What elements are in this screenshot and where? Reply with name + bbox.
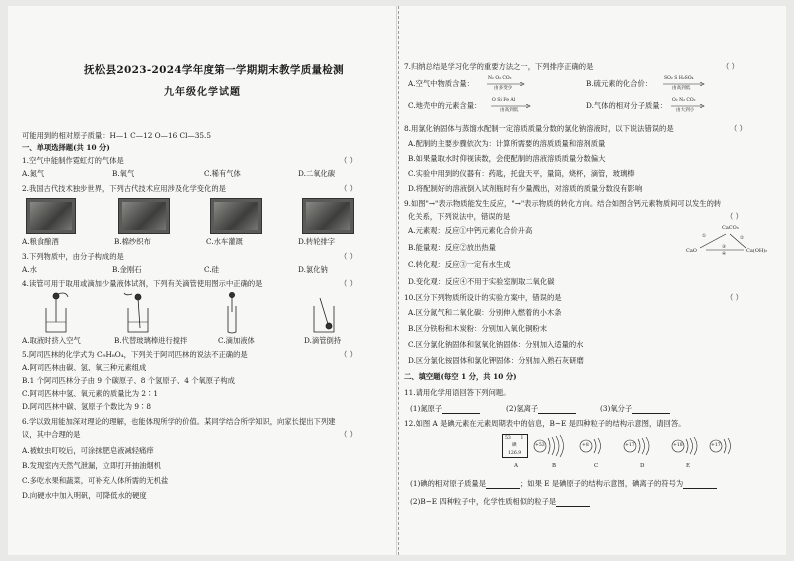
q1-option-b: B.氧气 bbox=[112, 169, 135, 178]
q7-option-a-top: N₂ O₂ CO₂ bbox=[488, 76, 512, 81]
iodine-atomic-mass: 126.9 bbox=[508, 451, 522, 456]
q2-option-c: C.水车灌溉 bbox=[206, 237, 243, 246]
q8-stem: 8.用氯化钠固体与蒸馏水配制一定溶质质量分数的氯化钠溶液时，以下说法错误的是 bbox=[404, 124, 674, 133]
dropper-figure-b bbox=[124, 293, 148, 332]
q6-answer-paren[interactable]: （ ） bbox=[340, 430, 357, 439]
q11-blank-2[interactable] bbox=[538, 407, 576, 414]
q9-label-4: ④ bbox=[722, 252, 727, 257]
q11-stem: 11.请用化学用语回答下列问题。 bbox=[404, 388, 511, 397]
q7-option-c-label: C.地壳中的元素含量： bbox=[408, 101, 482, 110]
figure-label-e: E bbox=[686, 463, 691, 469]
q3-option-b: B.金刚石 bbox=[112, 265, 142, 274]
page-fold bbox=[396, 6, 397, 555]
atomic-masses: 可能用到的相对原子质量：H—1 C—12 O—16 Cl—35.5 bbox=[22, 131, 212, 140]
q8-option-a: A.配制的主要步骤依次为：计算所需要的溶质质量和溶剂质量 bbox=[408, 139, 606, 148]
q4-option-d: D.滴管倒持 bbox=[304, 336, 342, 345]
q3-option-c: C.硅 bbox=[204, 265, 219, 274]
q7-option-a-label: A.空气中物质含量： bbox=[408, 79, 474, 88]
q3-option-d: D.氯化钠 bbox=[298, 265, 328, 274]
photo-brewing bbox=[118, 198, 170, 234]
nucleus-b: +53 bbox=[535, 443, 545, 448]
q5-option-d: D.阿司匹林中碳、氢原子个数比为 9∶8 bbox=[22, 402, 151, 411]
q12-part-1: (1)碘的相对原子质量是 ；如果 E 是碘原子的结构示意图，碘离子的符号为 bbox=[410, 479, 717, 489]
q1-option-a: A.氮气 bbox=[22, 169, 45, 178]
dropper-figure-d bbox=[314, 298, 334, 332]
q1-stem: 1.空气中能制作霓虹灯的气体是 bbox=[22, 156, 124, 165]
q2-option-d: D.转轮排字 bbox=[298, 237, 336, 246]
nucleus-e: +18 bbox=[673, 443, 683, 448]
q6-stem-line2: 议，其中合理的是 bbox=[22, 430, 81, 439]
q6-option-b: B.发现室内天然气泄漏，立即打开抽油烟机 bbox=[22, 461, 162, 470]
q4-answer-paren[interactable]: （ ） bbox=[340, 279, 357, 288]
q6-option-c: C.多吃水果和蔬菜，可补充人体所需的无机盐 bbox=[22, 476, 169, 485]
q9-label-3: ③ bbox=[722, 245, 727, 250]
q6-stem-line1: 6.学以致用能加深对理论的理解，也能体现所学的价值。某同学结合所学知识，向家长提出下列建 bbox=[22, 417, 336, 426]
q12-part-2: (2)B~E 四种粒子中，化学性质相似的粒子是 bbox=[410, 497, 590, 507]
q9-option-d: D.变化观：反应④不用于实验室制取二氧化碳 bbox=[408, 277, 555, 286]
column-divider bbox=[398, 6, 399, 555]
q4-stem: 4.读管可用于取用或滴加少量液体试剂，下列有关滴管使用图示中正确的是 bbox=[22, 279, 263, 288]
q9-option-b: B.能量观：反应②放出热量 bbox=[408, 243, 496, 252]
photo-typesetting bbox=[302, 198, 354, 234]
q2-option-b: B.棉纱织布 bbox=[114, 237, 151, 246]
q11-blank-3[interactable] bbox=[632, 407, 670, 414]
figure-label-d: D bbox=[640, 463, 645, 469]
nucleus-d: +17 bbox=[625, 443, 635, 448]
q9-node-cao: CaO bbox=[686, 248, 697, 254]
q11-part-2: (2)氢离子 bbox=[506, 404, 576, 414]
q1-option-c: C.稀有气体 bbox=[204, 169, 241, 178]
iodine-atomic-number: 53 bbox=[505, 436, 511, 441]
q12-blank-1[interactable] bbox=[486, 482, 520, 489]
exam-title: 抚松县2023-2024学年度第一学期期末教学质量检测 bbox=[84, 64, 344, 76]
photo-waterwheel bbox=[210, 198, 262, 234]
q5-option-c: C.阿司匹林中氢、氧元素的质量比为 2∶1 bbox=[22, 389, 158, 398]
q11-part-1: (1)氮原子 bbox=[410, 404, 480, 414]
q5-answer-paren[interactable]: （ ） bbox=[340, 350, 357, 359]
q10-option-d: D.区分氯化铵固体和氯化钾固体：分别加入熟石灰研磨 bbox=[408, 356, 584, 365]
q7-stem: 7.归纳总结是学习化学的重要方法之一，下列排序正确的是 bbox=[404, 62, 594, 71]
q9-option-a: A.元素观：反应①中钙元素化合价升高 bbox=[408, 226, 533, 235]
q5-stem: 5.阿司匹林的化学式为 C₉H₈O₄，下列关于阿司匹林的说法不正确的是 bbox=[22, 350, 248, 359]
section-2-heading: 二、填空题(每空 1 分，共 10 分) bbox=[404, 372, 517, 381]
q11-blank-1[interactable] bbox=[442, 407, 480, 414]
q9-stem-line1: 9.如图"→"表示物质能发生反应，"→"表示物质的转化方向。结合如图含钙元素物质间可以发生的转 bbox=[404, 199, 722, 208]
q4-option-c: C.滴加液体 bbox=[218, 336, 255, 345]
figure-label-b: B bbox=[552, 463, 557, 469]
iodine-symbol: I bbox=[521, 436, 523, 441]
q5-option-a: A.阿司匹林由碳、氢、氧三种元素组成 bbox=[22, 363, 147, 372]
q7-option-d-bottom: 由大到小 bbox=[676, 108, 695, 113]
q7-answer-paren[interactable]: （ ） bbox=[722, 62, 739, 71]
right-column bbox=[404, 6, 776, 555]
q9-stem-line2: 化关系，下列说法中，错误的是 bbox=[408, 212, 511, 221]
q6-option-a: A.被蚊虫叮咬后，可涂抹肥皂液减轻痛痒 bbox=[22, 446, 154, 455]
q9-answer-paren[interactable]: （ ） bbox=[726, 212, 743, 221]
q10-stem: 10.区分下列物质所设计的实验方案中，错误的是 bbox=[404, 293, 562, 302]
q1-option-d: D.二氧化碳 bbox=[298, 169, 336, 178]
q3-option-a: A.水 bbox=[22, 265, 37, 274]
q7-option-d-top: O₂ N₂ CO₂ bbox=[672, 98, 696, 103]
q9-option-c: C.转化观：反应③一定有水生成 bbox=[408, 260, 511, 269]
figure-label-c: C bbox=[594, 463, 599, 469]
q7-option-c-top: O Si Fe Al bbox=[492, 98, 516, 103]
q7-option-b-top: SO₂ S H₂SO₄ bbox=[664, 76, 694, 81]
q10-option-a: A.区分氮气和二氧化碳：分别伸入燃着的小木条 bbox=[408, 308, 562, 317]
dropper-figure-a bbox=[46, 293, 68, 332]
q3-answer-paren[interactable]: （ ） bbox=[340, 252, 357, 261]
photo-spinning bbox=[26, 198, 76, 234]
exam-sheet bbox=[8, 6, 786, 555]
q7-option-d-label: D.气体的相对分子质量： bbox=[586, 101, 667, 110]
q2-stem: 2.我国古代技术独步世界，下列古代技术应用涉及化学变化的是 bbox=[22, 184, 226, 193]
q7-option-b-label: B.硫元素的化合价： bbox=[586, 79, 653, 88]
figure-label-a: A bbox=[514, 463, 518, 469]
iodine-name: 碘 bbox=[512, 443, 517, 448]
q7-option-a-bottom: 由多变少 bbox=[494, 86, 513, 91]
dropper-figure-c bbox=[228, 292, 236, 333]
q9-label-1: ① bbox=[702, 234, 707, 239]
q5-option-b: B.1 个阿司匹林分子由 9 个碳原子、8 个氢原子、4 个氧原子构成 bbox=[22, 376, 235, 385]
section-1-heading: 一、单项选择题(共 10 分) bbox=[22, 143, 110, 152]
q12-blank-2[interactable] bbox=[683, 482, 717, 489]
dropper-diagrams bbox=[28, 292, 368, 334]
q4-option-b: B.代替玻璃棒进行搅拌 bbox=[114, 336, 188, 345]
q6-option-d: D.向硬水中加入明矾，可降低水的硬度 bbox=[22, 491, 147, 500]
q1-answer-paren[interactable]: （ ） bbox=[340, 156, 357, 165]
q10-answer-paren[interactable]: （ ） bbox=[726, 293, 743, 302]
q10-option-b: B.区分铁粉和木炭粉：分别加入氧化铜粉末 bbox=[408, 324, 548, 333]
q9-node-caco3: CaCO₃ bbox=[722, 225, 739, 231]
q2-answer-paren[interactable]: （ ） bbox=[340, 184, 357, 193]
q2-option-a: A.粮食酿酒 bbox=[22, 237, 59, 246]
q12-stem: 12.如图 A 是碘元素在元素周期表中的信息，B~E 是四种粒子的结构示意图，请回答。 bbox=[404, 419, 686, 428]
q11-part-3: (3)氧分子 bbox=[600, 404, 670, 414]
left-column bbox=[22, 6, 390, 555]
q4-option-a: A.取液时挤入空气 bbox=[22, 336, 81, 345]
q8-option-d: D.将配制好的溶液倒入试剂瓶时有少量溅出，对溶质的质量分数没有影响 bbox=[408, 184, 643, 193]
q7-option-c-bottom: 由高到低 bbox=[500, 108, 519, 113]
q8-option-c: C.实验中用到的仪器有：药匙，托盘天平，量筒，烧杯，滴管，玻璃棒 bbox=[408, 169, 635, 178]
exam-subtitle: 九年级化学试题 bbox=[164, 87, 241, 98]
q7-option-b-bottom: 由高到低 bbox=[672, 86, 691, 91]
q9-label-2: ② bbox=[740, 236, 745, 241]
nucleus-c: +8 bbox=[582, 443, 589, 448]
q10-option-c: C.区分氯化钠固体和氢氧化钠固体：分别加入适量的水 bbox=[408, 340, 584, 349]
q8-option-b: B.如果量取水时仰视读数，会使配制的溶液溶质质量分数偏大 bbox=[408, 154, 606, 163]
nucleus-f: +17 bbox=[711, 443, 721, 448]
q12-blank-3[interactable] bbox=[556, 500, 590, 507]
q8-answer-paren[interactable]: （ ） bbox=[730, 124, 747, 133]
q9-node-caoh2: Ca(OH)₂ bbox=[746, 248, 768, 254]
q3-stem: 3.下列物质中，由分子构成的是 bbox=[22, 252, 124, 261]
